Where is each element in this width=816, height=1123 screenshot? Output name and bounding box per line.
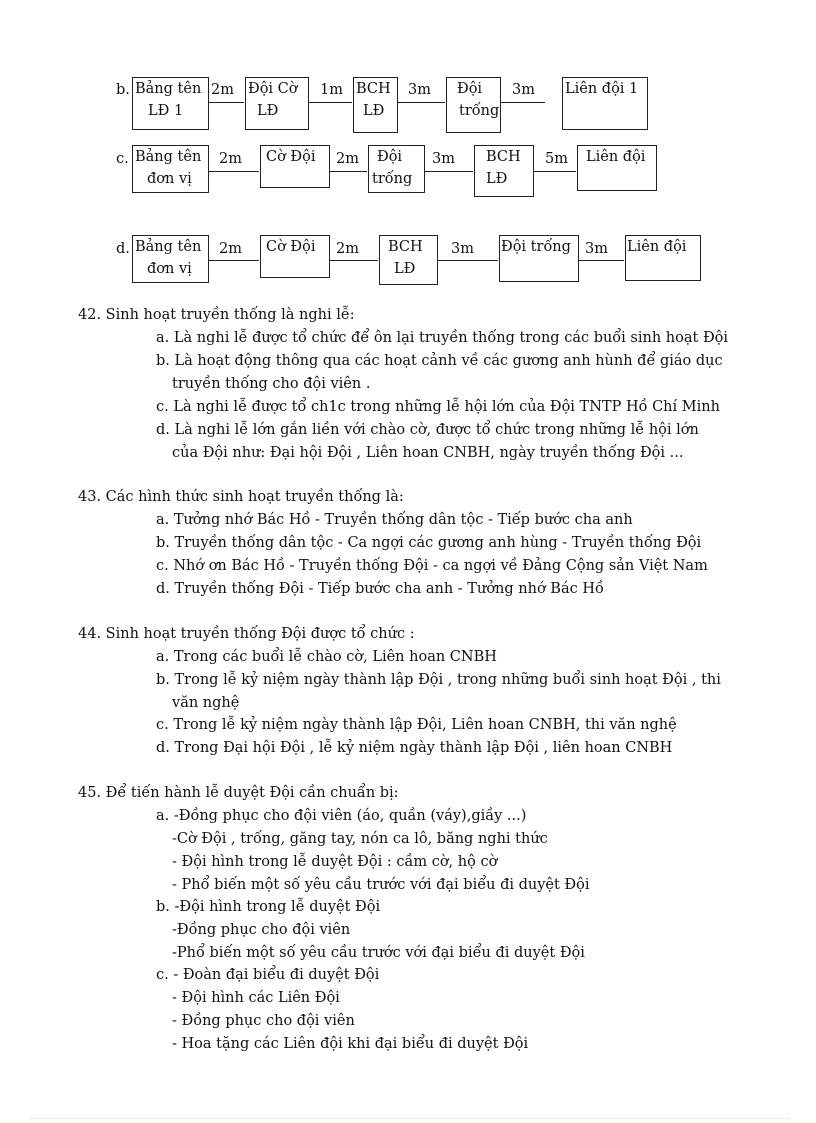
option-b-cont: truyền thống cho đội viên . xyxy=(172,376,371,392)
diagram-box xyxy=(132,235,209,283)
diagram-box xyxy=(625,235,701,281)
gap-label: 5m xyxy=(545,151,568,167)
gap-label: 2m xyxy=(336,241,359,257)
gap-label: 2m xyxy=(211,82,234,98)
box-line2: LĐ xyxy=(394,261,416,277)
option-c: c. Trong lễ kỷ niệm ngày thành lập Đội, Liên hoan CNBH, thi văn nghệ xyxy=(156,717,677,733)
question-title: 42. Sinh hoạt truyền thống là nghi lễ: xyxy=(78,307,355,323)
diagram-letter: d. xyxy=(116,241,130,257)
gap-label: 2m xyxy=(336,151,359,167)
option-a: a. Là nghi lễ được tổ chức để ôn lại truyền thống trong các buổi sinh hoạt Đội xyxy=(156,330,729,346)
option-d: d. Trong Đại hội Đội , lễ kỷ niệm ngày thành lập Đội , liên hoan CNBH xyxy=(156,740,673,756)
box-line1: Bảng tên xyxy=(135,81,202,97)
connector-line xyxy=(579,260,624,261)
box-line1: Liên đội 1 xyxy=(565,81,639,97)
connector-line xyxy=(330,171,367,172)
option-b: b. -Đội hình trong lễ duyệt Đội xyxy=(156,899,381,915)
diagram-box xyxy=(260,145,330,188)
gap-label: 1m xyxy=(320,82,343,98)
option-a-line: - Đội hình trong lễ duyệt Đội : cầm cờ, hộ cờ xyxy=(172,854,498,870)
option-c-line: - Hoa tặng các Liên đội khi đại biểu đi duyệt Đội xyxy=(172,1036,529,1052)
option-c-line: - Đồng phục cho đội viên xyxy=(172,1013,355,1029)
option-b: b. Là hoạt động thông qua các hoạt cảnh về các gương anh hùnh để giáo dục xyxy=(156,353,723,369)
option-d-cont: của Đội như: Đại hội Đội , Liên hoan CNBH, ngày truyền thống Đội ... xyxy=(172,445,684,461)
box-line1: Cờ Đội xyxy=(266,239,316,255)
option-a: a. Trong các buổi lễ chào cờ, Liên hoan CNBH xyxy=(156,649,497,665)
option-d: d. Là nghi lễ lớn gắn liền với chào cờ, được tổ chức trong những lễ hội lớn xyxy=(156,422,699,438)
gap-label: 2m xyxy=(219,241,242,257)
box-line1: BCH xyxy=(486,149,521,165)
box-line2: đơn vị xyxy=(147,171,192,187)
page-bottom-divider xyxy=(30,1118,790,1119)
option-c: c. Nhớ ơn Bác Hồ - Truyền thống Đội - ca ngợi về Đảng Cộng sản Việt Nam xyxy=(156,558,708,574)
option-b: b. Truyền thống dân tộc - Ca ngợi các gương anh hùng - Truyền thống Đội xyxy=(156,535,702,551)
box-line1: Liên đội xyxy=(627,239,687,255)
diagram-box xyxy=(368,145,425,193)
connector-line xyxy=(330,260,378,261)
connector-line xyxy=(209,171,259,172)
question-title: 44. Sinh hoạt truyền thống Đội được tổ chức : xyxy=(78,626,415,642)
box-line2: LĐ xyxy=(486,171,508,187)
connector-line xyxy=(398,102,445,103)
connector-line xyxy=(209,260,259,261)
box-line1: Bảng tên xyxy=(135,239,202,255)
box-line1: Liên đội xyxy=(586,149,646,165)
option-b: b. Trong lễ kỷ niệm ngày thành lập Đội , trong những buổi sinh hoạt Đội , thi xyxy=(156,672,721,688)
box-line1: BCH xyxy=(388,239,423,255)
connector-line xyxy=(309,102,352,103)
box-line1: Bảng tên xyxy=(135,149,202,165)
connector-line xyxy=(209,102,244,103)
option-b-line: -Phổ biến một số yêu cầu trước với đại biểu đi duyệt Đội xyxy=(172,945,585,961)
diagram-box xyxy=(132,145,209,193)
box-line2: trống xyxy=(459,103,500,119)
option-c: c. Là nghi lễ được tổ ch1c trong những lễ hội lớn của Đội TNTP Hồ Chí Minh xyxy=(156,399,720,415)
box-line1: Đội Cờ xyxy=(248,81,298,97)
box-line2: LĐ 1 xyxy=(148,103,184,119)
box-line1: Đội xyxy=(457,81,483,97)
box-line2: LĐ xyxy=(257,103,279,119)
option-c-line: - Đội hình các Liên Đội xyxy=(172,990,340,1006)
gap-label: 3m xyxy=(512,82,535,98)
diagram-box xyxy=(132,77,209,130)
connector-line xyxy=(501,102,545,103)
box-line2: đơn vị xyxy=(147,261,192,277)
connector-line xyxy=(425,171,473,172)
question-title: 45. Để tiến hành lễ duyệt Đội cần chuẩn bị: xyxy=(78,785,399,801)
box-line2: trống xyxy=(372,171,413,187)
connector-line xyxy=(534,171,576,172)
connector-line xyxy=(438,260,498,261)
option-c: c. - Đoàn đại biểu đi duyệt Đội xyxy=(156,967,380,983)
option-a: a. Tưởng nhớ Bác Hồ - Truyền thống dân tộc - Tiếp bước cha anh xyxy=(156,512,633,528)
question-title: 43. Các hình thức sinh hoạt truyền thống là: xyxy=(78,489,404,505)
gap-label: 3m xyxy=(432,151,455,167)
diagram-box xyxy=(446,77,501,133)
diagram-box xyxy=(353,77,398,133)
gap-label: 2m xyxy=(219,151,242,167)
box-line1: Đội trống xyxy=(501,239,571,255)
diagram-letter: b. xyxy=(116,82,130,98)
box-line1: Cờ Đội xyxy=(266,149,316,165)
box-line2: LĐ xyxy=(363,103,385,119)
option-d: d. Truyền thống Đội - Tiếp bước cha anh - Tưởng nhớ Bác Hồ xyxy=(156,581,604,597)
option-b-cont: văn nghệ xyxy=(172,695,240,711)
diagram-box xyxy=(577,145,657,191)
diagram-box xyxy=(379,235,438,285)
diagram-box xyxy=(260,235,330,278)
diagram-box xyxy=(245,77,309,130)
box-line1: Đội xyxy=(377,149,403,165)
option-a-line: - Phổ biến một số yêu cầu trước với đại biểu đi duyệt Đội xyxy=(172,877,590,893)
option-a-line: -Cờ Đội , trống, găng tay, nón ca lô, băng nghi thức xyxy=(172,831,548,847)
gap-label: 3m xyxy=(451,241,474,257)
diagram-letter: c. xyxy=(116,151,129,167)
diagram-box xyxy=(474,145,534,197)
option-a: a. -Đồng phục cho đội viên (áo, quần (váy),giầy ...) xyxy=(156,808,527,824)
option-b-line: -Đồng phục cho đội viên xyxy=(172,922,351,938)
diagram-box xyxy=(499,235,579,282)
gap-label: 3m xyxy=(408,82,431,98)
gap-label: 3m xyxy=(585,241,608,257)
box-line1: BCH xyxy=(356,81,391,97)
diagram-box xyxy=(562,77,648,130)
